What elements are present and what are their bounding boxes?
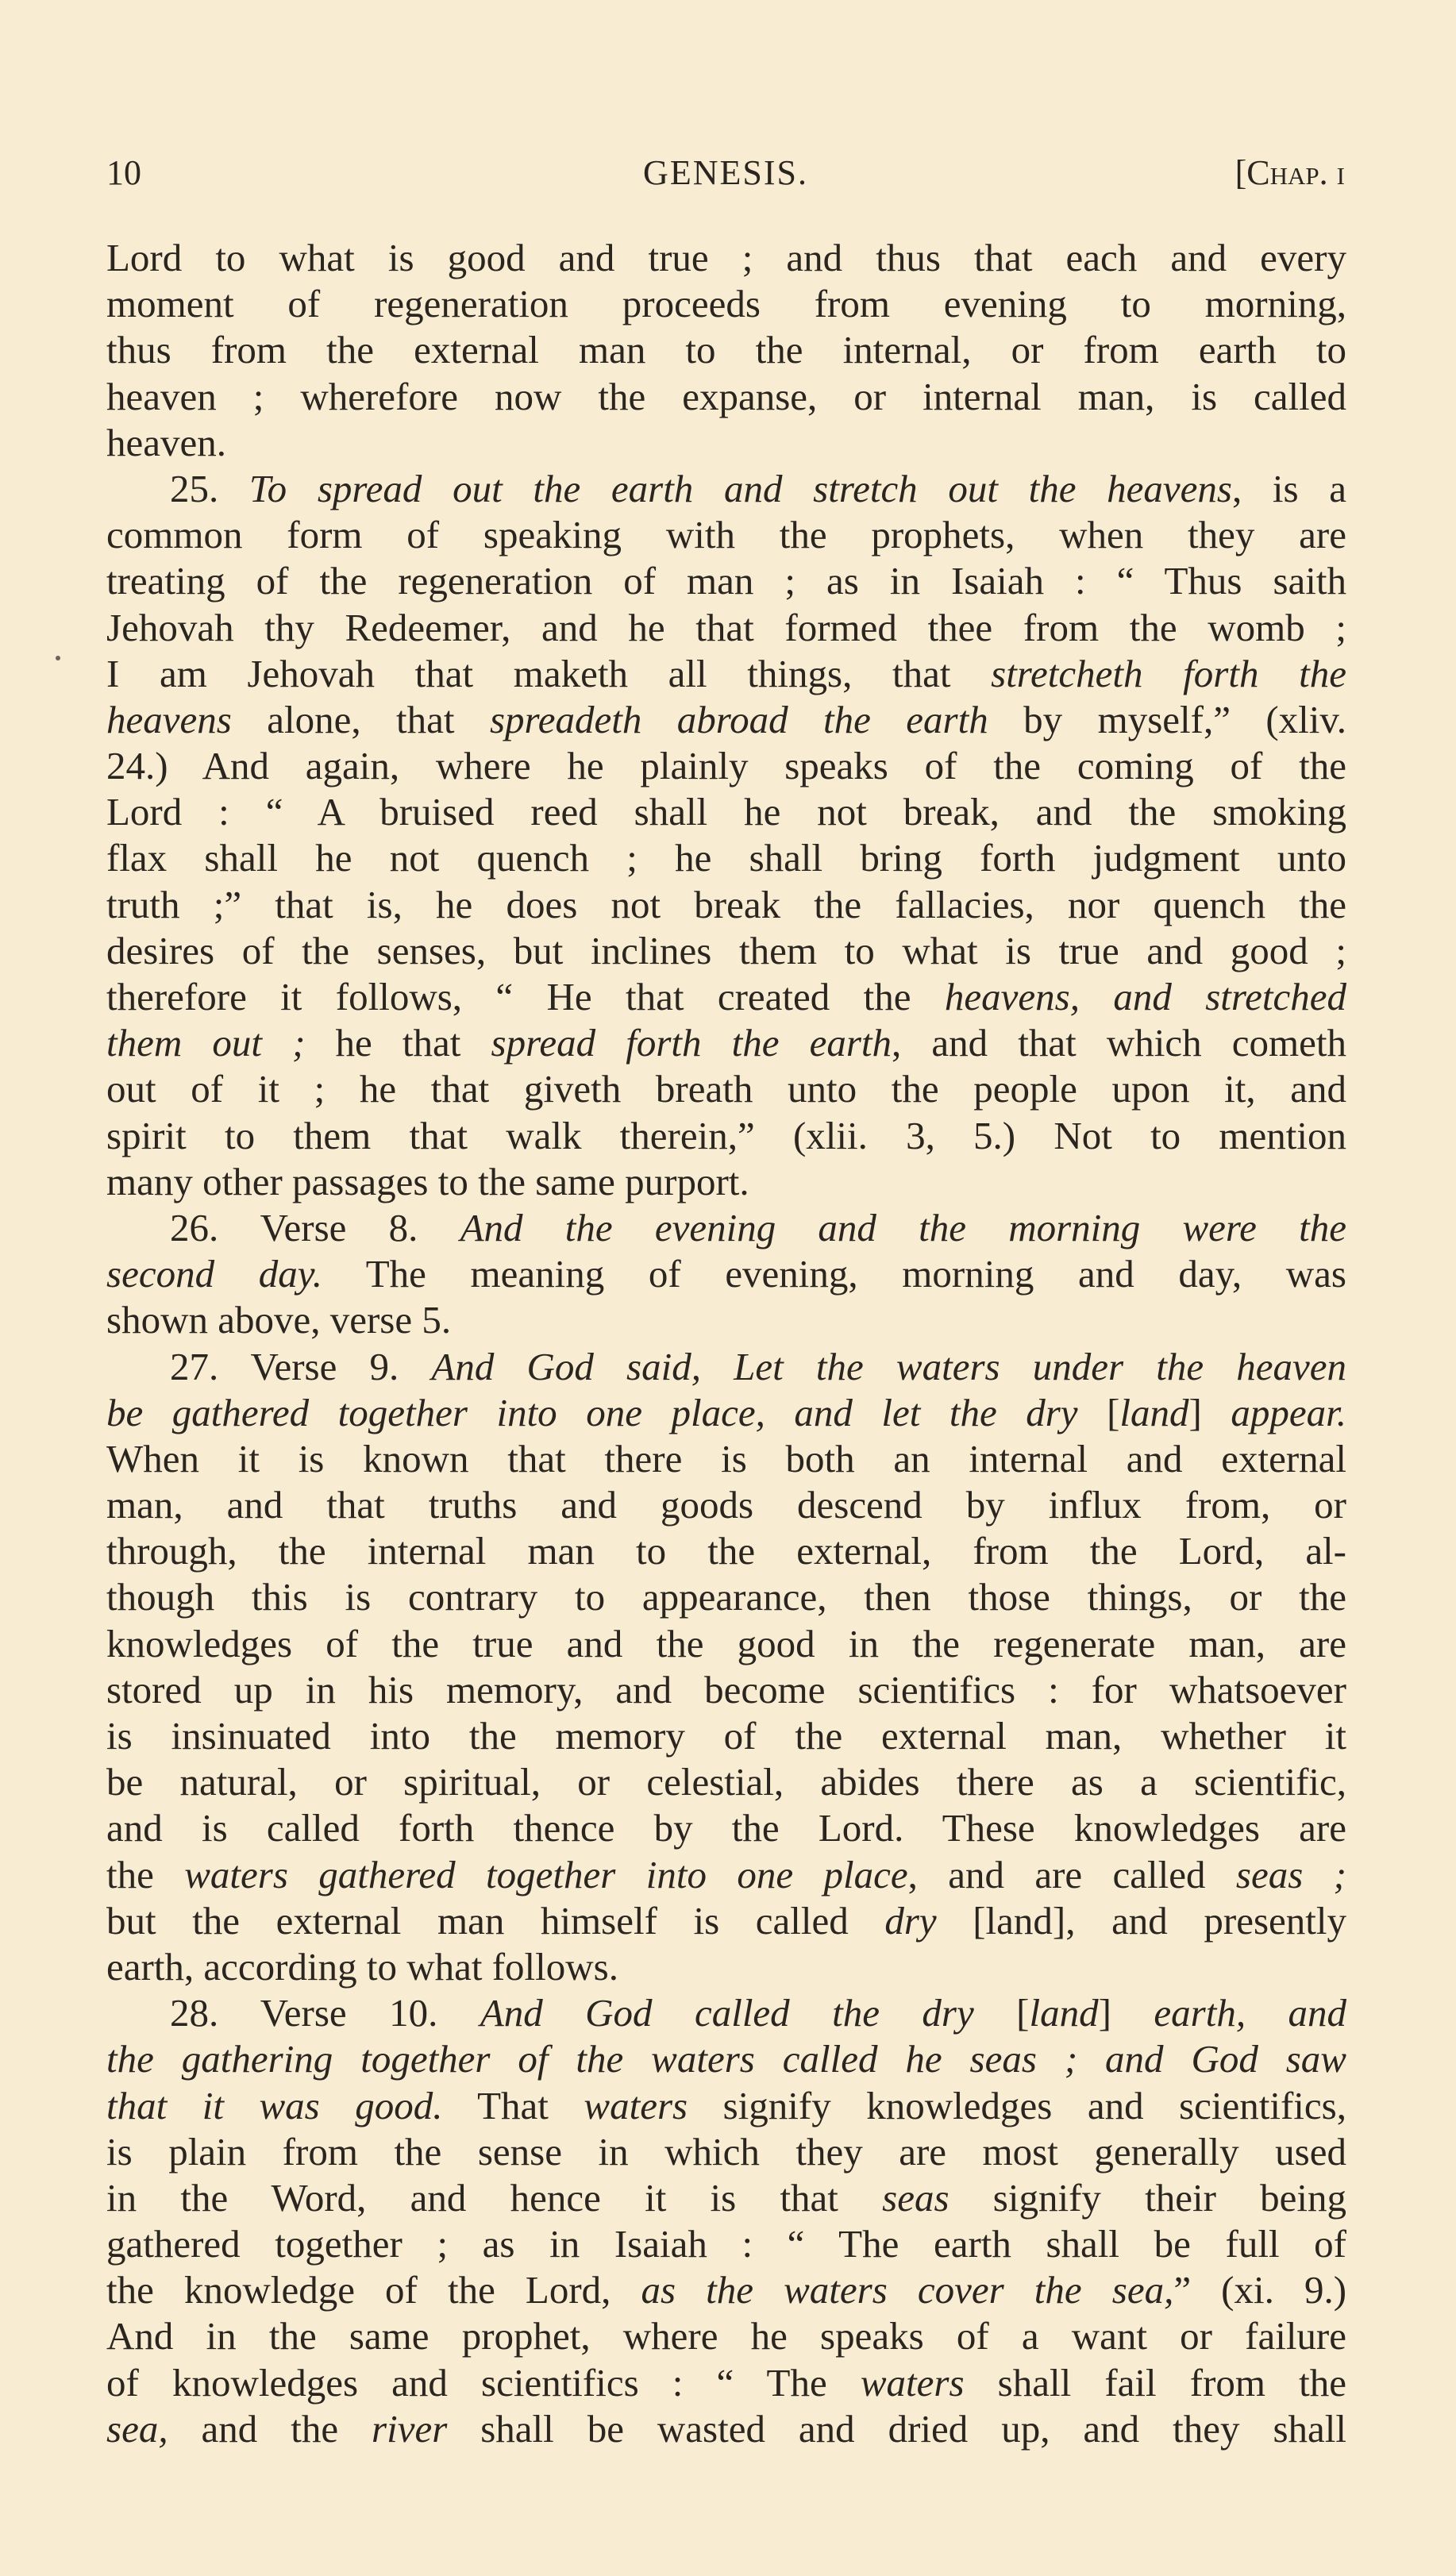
- text-line: out of it ; he that giveth breath unto the people upon it, and: [106, 1067, 1346, 1111]
- text-line: 26. Verse 8. And the evening and the morning were the: [170, 1205, 1346, 1249]
- running-header: [106, 152, 1345, 200]
- text-line: in the Word, and hence it is that seas signify their being: [106, 2175, 1346, 2220]
- text-line: Lord : “ A bruised reed shall he not break, and the smoking: [106, 790, 1346, 834]
- text-line: many other passages to the same purport.: [106, 1159, 749, 1203]
- text-line: Lord to what is good and true ; and thus that each and every: [106, 236, 1346, 279]
- text-line: be gathered together into one place, and let the dry [land] appear.: [106, 1390, 1346, 1434]
- text-line: gathered together ; as in Isaiah : “ The earth shall be full of: [106, 2222, 1346, 2266]
- text-line: through, the internal man to the external, from the Lord, al-: [106, 1529, 1346, 1573]
- text-line: therefore it follows, “ He that created the heavens, and stretched: [106, 975, 1346, 1018]
- text-line: that it was good. That waters signify knowledges and scientifics,: [106, 2083, 1346, 2127]
- text-line: I am Jehovah that maketh all things, that stretcheth forth the: [106, 651, 1346, 695]
- text-line: knowledges of the true and the good in the regenerate man, are: [106, 1621, 1346, 1665]
- text-line: treating of the regeneration of man ; as in Isaiah : “ Thus saith: [106, 559, 1346, 603]
- margin-mark: [56, 656, 60, 660]
- page-number: 10: [106, 153, 141, 192]
- text-line: 28. Verse 10. And God called the dry [land] earth, and: [170, 1991, 1346, 2035]
- text-line: the gathering together of the waters called he seas ; and God saw: [106, 2037, 1346, 2081]
- text-line: 25. To spread out the earth and stretch out the heavens, is a: [170, 466, 1346, 510]
- text-line: flax shall he not quench ; he shall bring forth judgment unto: [106, 836, 1346, 880]
- text-line: man, and that truths and goods descend by influx from, or: [106, 1483, 1346, 1527]
- text-line: thus from the external man to the internal, or from earth to: [106, 328, 1346, 372]
- text-line: And in the same prophet, where he speaks of a want or failure: [106, 2314, 1346, 2358]
- text-line: but the external man himself is called dry [land], and presently: [106, 1898, 1346, 1943]
- chapter-reference: [Chap. i: [1235, 153, 1345, 192]
- text-line: be natural, or spiritual, or celestial, abides there as a scientific,: [106, 1760, 1346, 1804]
- text-line: stored up in his memory, and become scientifics : for whatsoever: [106, 1667, 1346, 1712]
- text-line: the knowledge of the Lord, as the waters cover the sea,” (xi. 9.): [106, 2268, 1346, 2312]
- text-line: common form of speaking with the prophets, when they are: [106, 513, 1346, 557]
- text-line: is insinuated into the memory of the external man, whether it: [106, 1714, 1346, 1758]
- text-line: sea, and the river shall be wasted and dried up, and they shall: [106, 2406, 1346, 2451]
- text-line: moment of regeneration proceeds from evening to morning,: [106, 282, 1346, 326]
- text-line: and is called forth thence by the Lord. These knowledges are: [106, 1806, 1346, 1850]
- text-line: Jehovah thy Redeemer, and he that formed thee from the womb ;: [106, 605, 1346, 649]
- text-line: heavens alone, that spreadeth abroad the earth by myself,” (xliv.: [106, 697, 1346, 741]
- text-line: heaven ; wherefore now the expanse, or internal man, is called: [106, 374, 1346, 418]
- text-line: of knowledges and scientifics : “ The waters shall fail from the: [106, 2360, 1346, 2405]
- text-line: truth ;” that is, he does not break the fallacies, nor quench the: [106, 882, 1346, 926]
- text-line: though this is contrary to appearance, then those things, or the: [106, 1575, 1346, 1619]
- running-title: GENESIS.: [643, 153, 808, 192]
- text-line: heaven.: [106, 420, 226, 464]
- text-line: When it is known that there is both an internal and external: [106, 1436, 1346, 1481]
- text-line: them out ; he that spread forth the earth, and that which cometh: [106, 1021, 1346, 1065]
- text-line: the waters gathered together into one place, and are called seas ;: [106, 1852, 1346, 1896]
- text-line: spirit to them that walk therein,” (xlii. 3, 5.) Not to mention: [106, 1113, 1346, 1157]
- text-line: desires of the senses, but inclines them to what is true and good ;: [106, 928, 1346, 972]
- body-text: [106, 235, 1346, 2452]
- text-line: 27. Verse 9. And God said, Let the waters under the heaven: [170, 1344, 1346, 1388]
- text-line: earth, according to what follows.: [106, 1944, 618, 1989]
- text-line: is plain from the sense in which they are most generally used: [106, 2129, 1346, 2174]
- text-line: 24.) And again, where he plainly speaks of the coming of the: [106, 744, 1346, 788]
- text-line: shown above, verse 5.: [106, 1298, 452, 1342]
- text-line: second day. The meaning of evening, morning and day, was: [106, 1252, 1346, 1296]
